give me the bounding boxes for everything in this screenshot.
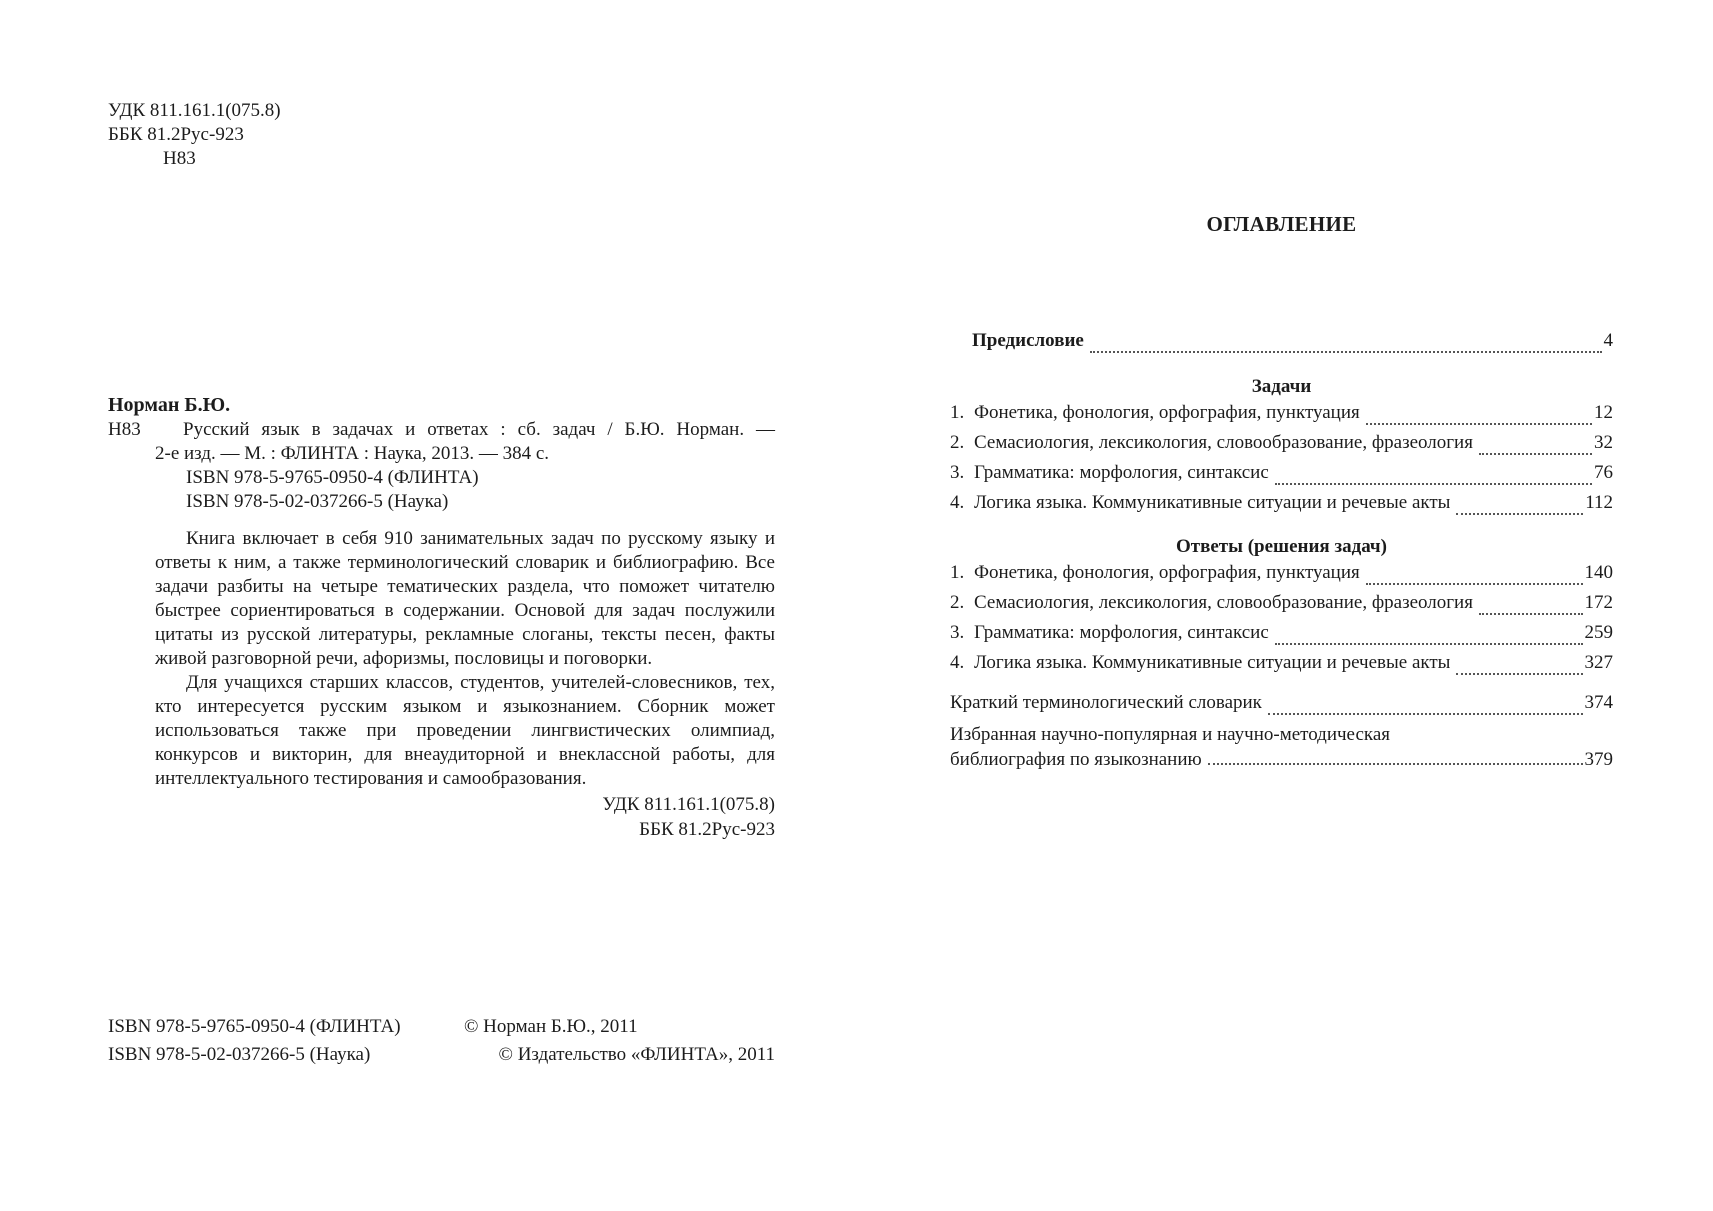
bbk-code: ББК 81.2Рус-923 xyxy=(108,124,244,145)
bibliographic-record xyxy=(108,393,775,842)
footer-isbn-flinta: ISBN 978-5-9765-0950-4 (ФЛИНТА) xyxy=(108,1016,401,1037)
footer-copyright-publisher: © Издательство «ФЛИНТА», 2011 xyxy=(498,1044,775,1065)
toc-entry-label: Фонетика, фонология, орфография, пунктуация xyxy=(974,402,1360,423)
dot-leader xyxy=(1456,512,1583,515)
toc-entry-label: Грамматика: морфология, синтаксис xyxy=(974,622,1269,643)
dot-leader xyxy=(1090,350,1602,353)
dot-leader xyxy=(1275,482,1592,485)
toc-entry-page: 327 xyxy=(1584,652,1613,673)
toc-section-tasks: Задачи xyxy=(1251,376,1312,397)
toc-entry-task[interactable] xyxy=(950,492,1613,522)
toc-entry-page: 32 xyxy=(1594,432,1613,453)
toc-entry-page: 374 xyxy=(1584,692,1613,713)
toc-entry-answer[interactable] xyxy=(950,592,1613,622)
toc-entry-label-line1: Избранная научно-популярная и научно-методическая xyxy=(950,724,1390,745)
toc-entry-page: 76 xyxy=(1594,462,1613,483)
toc-entry-task[interactable] xyxy=(950,462,1613,492)
toc-entry-number: 3. xyxy=(950,622,965,643)
entry-mark: Н83 xyxy=(108,419,141,440)
author-name: Норман Б.Ю. xyxy=(108,394,231,416)
toc-entry-page: 259 xyxy=(1584,622,1613,643)
toc-entry-page: 112 xyxy=(1585,492,1613,513)
dot-leader xyxy=(1366,582,1583,585)
entry-imprint: 2-е изд. — М. : ФЛИНТА : Наука, 2013. — 384 с. xyxy=(155,443,549,464)
dot-leader xyxy=(1456,672,1582,675)
toc-entry-label: Логика языка. Коммуникативные ситуации и речевые акты xyxy=(974,652,1451,673)
toc-entry-bibliography[interactable] xyxy=(950,722,1613,772)
toc-entry-label: Логика языка. Коммуникативные ситуации и речевые акты xyxy=(974,492,1451,513)
dot-leader xyxy=(1268,712,1583,715)
footer-row xyxy=(108,1016,775,1044)
dot-leader xyxy=(1275,642,1583,645)
dot-leader xyxy=(1479,452,1592,455)
toc-entry-label-line2-row xyxy=(950,747,1613,772)
toc-entry-answer[interactable] xyxy=(950,622,1613,652)
toc-entry-page: 140 xyxy=(1584,562,1613,583)
abstract-paragraph-2: Для учащихся старших классов, студентов, учителей-словесников, тех, кто интересуется русским языком и языкознанием. Сборник может использоваться также при проведении лингвистических олимпиад, конкурсов и викторин, для внеаудиторной и внеклассной работы, для интеллектуального тестирования и самообразования. xyxy=(155,672,775,789)
bbk-short: ББК 81.2Рус-923 xyxy=(639,819,775,840)
entry-title: Русский язык в задачах и ответах : сб. задач / Б.Ю. Норман. — xyxy=(183,419,775,440)
toc-entry-number: 1. xyxy=(950,562,965,583)
isbn-nauka: ISBN 978-5-02-037266-5 (Наука) xyxy=(186,491,449,512)
dot-leader xyxy=(1479,612,1583,615)
toc-entry-label: Грамматика: морфология, синтаксис xyxy=(974,462,1269,483)
entry-first-line xyxy=(108,419,775,443)
dot-leader xyxy=(1208,762,1583,765)
toc-entry-number: 4. xyxy=(950,652,965,673)
toc-entry-label: Фонетика, фонология, орфография, пунктуация xyxy=(974,562,1360,583)
toc-entry-label: Семасиология, лексикология, словообразование, фразеология xyxy=(974,592,1473,613)
toc-entry-glossary[interactable] xyxy=(950,692,1613,722)
toc-entry-page: 379 xyxy=(1584,749,1613,770)
toc-entry-label: Предисловие xyxy=(972,330,1084,351)
toc-entry-task[interactable] xyxy=(950,402,1613,432)
toc-entry-label-line2: библиография по языкознанию xyxy=(950,749,1202,770)
toc-entry-number: 2. xyxy=(950,592,965,613)
toc-entry-page: 12 xyxy=(1594,402,1613,423)
abstract xyxy=(108,527,775,842)
toc-entry-label: Семасиология, лексикология, словообразование, фразеология xyxy=(974,432,1473,453)
classification-codes xyxy=(155,792,775,842)
footer-row xyxy=(108,1044,775,1072)
toc-entry-task[interactable] xyxy=(950,432,1613,462)
copyright-footer xyxy=(108,1016,775,1072)
footer-isbn-nauka: ISBN 978-5-02-037266-5 (Наука) xyxy=(108,1044,371,1065)
toc-entry-answer[interactable] xyxy=(950,562,1613,592)
toc-title: ОГЛАВЛЕНИЕ xyxy=(1206,212,1357,236)
toc-entry-number: 1. xyxy=(950,402,965,423)
toc-entry-page: 4 xyxy=(1603,330,1613,351)
udk-code: УДК 811.161.1(075.8) xyxy=(108,100,281,121)
table-of-contents xyxy=(950,330,1613,772)
udk-short: УДК 811.161.1(075.8) xyxy=(602,794,775,815)
toc-entry-page: 172 xyxy=(1584,592,1613,613)
author-mark: Н83 xyxy=(163,148,196,169)
toc-entry-number: 3. xyxy=(950,462,965,483)
dot-leader xyxy=(1366,422,1592,425)
classification-header xyxy=(108,100,508,172)
toc-entry-number: 4. xyxy=(950,492,965,513)
footer-copyright-author: © Норман Б.Ю., 2011 xyxy=(464,1016,638,1037)
toc-entry-number: 2. xyxy=(950,432,965,453)
isbn-flinta: ISBN 978-5-9765-0950-4 (ФЛИНТА) xyxy=(186,467,479,488)
toc-section-answers: Ответы (решения задач) xyxy=(1176,536,1387,557)
toc-entry-label: Краткий терминологический словарик xyxy=(950,692,1262,713)
toc-entry-preface[interactable] xyxy=(950,330,1613,360)
toc-entry-answer[interactable] xyxy=(950,652,1613,682)
abstract-paragraph-1: Книга включает в себя 910 занимательных задач по русскому языку и ответы к ним, а также терминологический словарик и библиографию. Все задачи разбиты на четыре тематических раздела, что поможет читателю быстрее сориентироваться в содержании. Основой для задач послужили цитаты из русской литературы, рекламные слоганы, тексты песен, факты живой разговорной речи, афоризмы, пословицы и поговорки. xyxy=(155,528,775,669)
